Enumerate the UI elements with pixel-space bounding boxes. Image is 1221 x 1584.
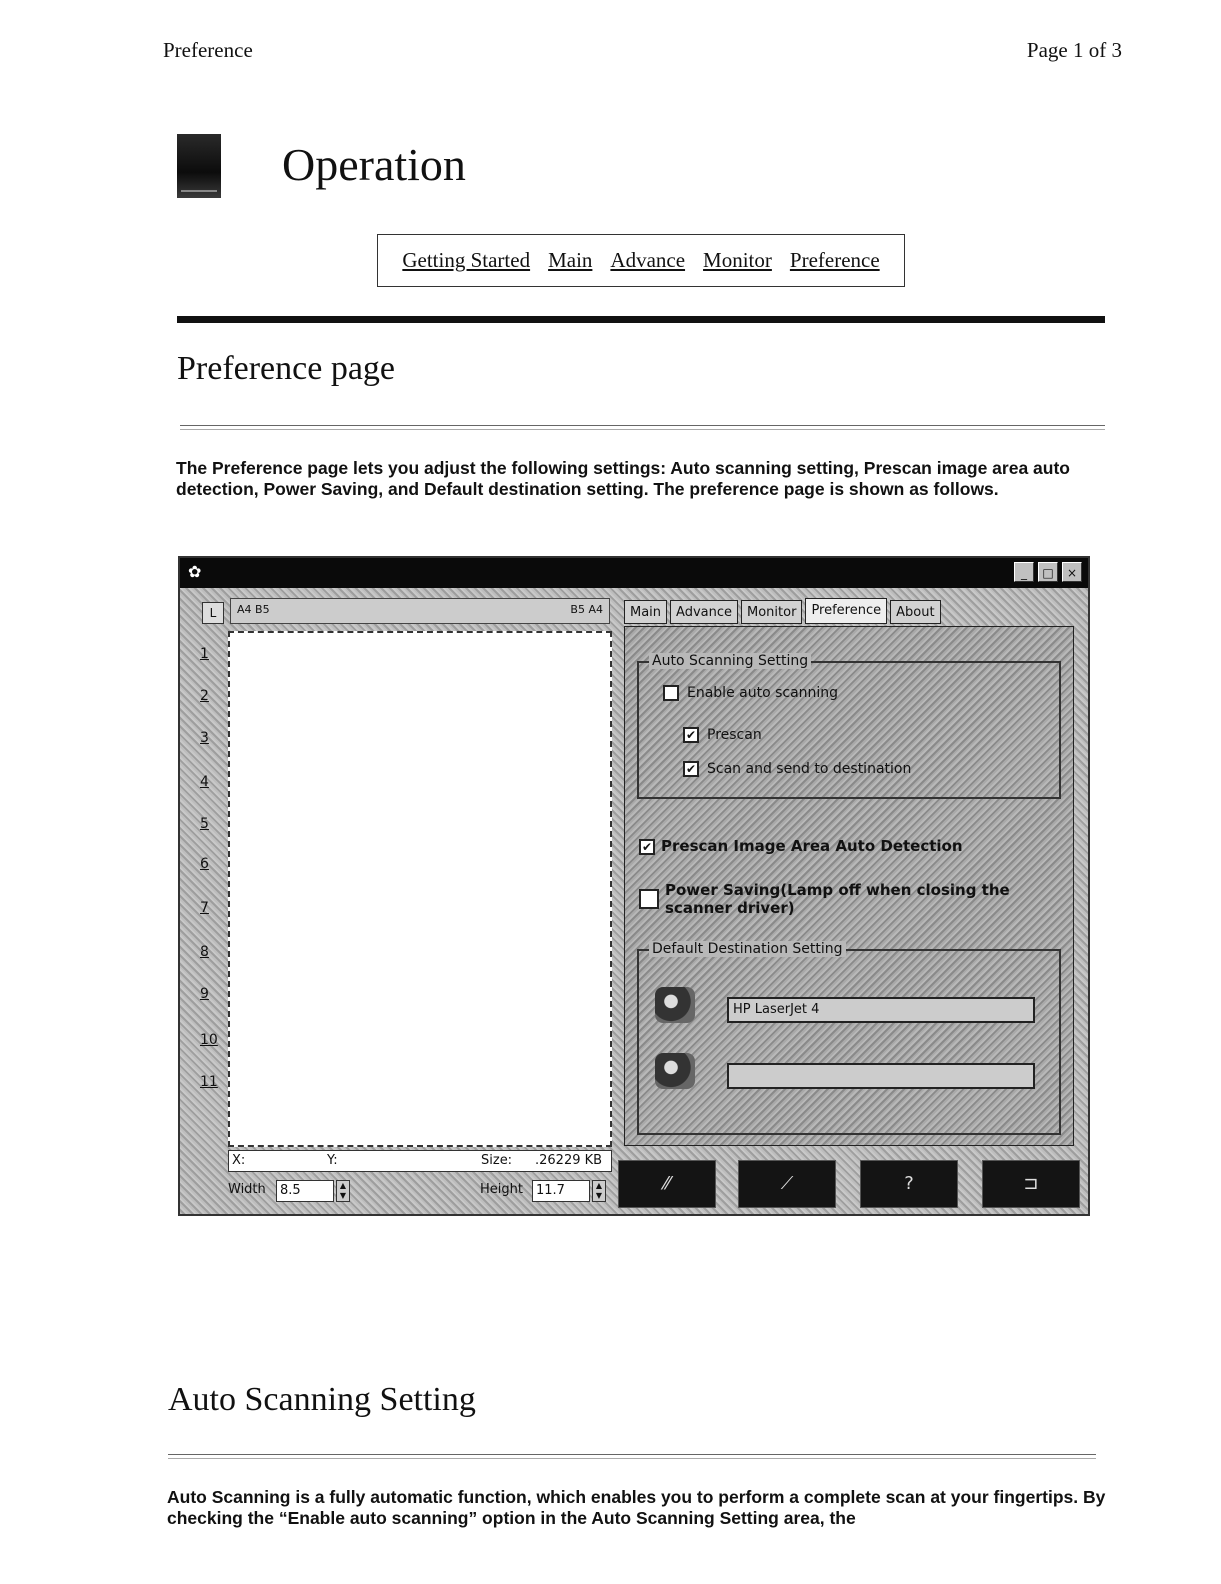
ruler-mark: 11 [200, 1074, 218, 1090]
power-saving-checkbox[interactable] [639, 889, 659, 909]
minimize-button[interactable]: _ [1014, 562, 1034, 582]
section-title-preference-page: Preference page [177, 350, 396, 387]
help-button[interactable]: ? [860, 1160, 958, 1208]
divider-thick [177, 316, 1105, 323]
section-body-auto-scanning: Auto Scanning is a fully automatic function, which enables you to perform a complete scan at your fingertips. By checking the “Enable auto scanning” option in the Auto Scanning Setting area, the [167, 1487, 1106, 1528]
width-spinner[interactable]: ▲ ▼ [336, 1180, 350, 1202]
scan-button[interactable]: ⟋ [738, 1160, 836, 1208]
prescan-label: Prescan [707, 727, 762, 743]
auto-scanning-group-title: Auto Scanning Setting [649, 653, 811, 669]
printer-destination-field[interactable]: HP LaserJet 4 [727, 997, 1035, 1023]
ruler-mark: 6 [200, 856, 209, 872]
page-number: Page 1 of 3 [1026, 38, 1122, 62]
ruler-mark: 4 [200, 774, 209, 790]
x-coord-label: X: [232, 1153, 246, 1168]
height-label: Height [480, 1182, 523, 1197]
nav-link-preference[interactable]: Preference [789, 248, 880, 272]
ruler-mark: 10 [200, 1032, 218, 1048]
tab-preference[interactable]: Preference [805, 598, 887, 624]
divider-thin-shadow [180, 429, 1105, 430]
page-header-title: Preference [163, 38, 253, 62]
ruler-mark: 7 [200, 900, 209, 916]
printer-icon [655, 987, 695, 1023]
ruler-mark: 2 [200, 688, 209, 704]
prescan-checkbox[interactable]: ✔ [683, 727, 699, 743]
app-icon: ✿ [188, 562, 202, 581]
application-destination-field[interactable] [727, 1063, 1035, 1089]
tab-advance[interactable]: Advance [670, 600, 738, 624]
divider-thin [168, 1454, 1096, 1455]
width-input[interactable]: 8.5 [276, 1180, 334, 1202]
tab-main[interactable]: Main [624, 600, 667, 624]
size-label: Size: [481, 1153, 513, 1168]
ruler-mark: 1 [200, 646, 209, 662]
toolbar-paper-left[interactable]: A4 B5 [237, 603, 270, 616]
chapter-title: Operation [282, 139, 466, 190]
preference-panel [624, 626, 1074, 1146]
ruler-mark: 3 [200, 730, 209, 746]
power-saving-label: Power Saving(Lamp off when closing the scanner driver) [665, 881, 1010, 917]
application-icon [655, 1053, 695, 1089]
divider-thin [180, 425, 1105, 426]
settings-tabs [624, 600, 941, 626]
enable-auto-scanning-label: Enable auto scanning [687, 685, 839, 701]
ruler-unit-button[interactable]: L [202, 602, 224, 624]
preview-area[interactable] [228, 631, 612, 1147]
prescan-detect-label: Prescan Image Area Auto Detection [661, 837, 963, 855]
chapter-nav [377, 234, 905, 287]
prescan-detect-checkbox[interactable]: ✔ [639, 839, 655, 855]
nav-link-getting-started[interactable]: Getting Started [402, 248, 531, 272]
scan-send-label: Scan and send to destination [707, 761, 912, 777]
tab-monitor[interactable]: Monitor [741, 600, 802, 624]
tab-about[interactable]: About [890, 600, 940, 624]
enable-auto-scanning-checkbox[interactable] [663, 685, 679, 701]
maximize-button[interactable]: □ [1038, 562, 1058, 582]
ruler-mark: 8 [200, 944, 209, 960]
default-destination-group-title: Default Destination Setting [649, 941, 846, 957]
divider-thin-shadow [168, 1458, 1096, 1459]
ruler-mark: 9 [200, 986, 209, 1002]
height-input[interactable]: 11.7 [532, 1180, 590, 1202]
nav-link-monitor[interactable]: Monitor [703, 248, 772, 272]
prescan-button[interactable]: ⁄⁄ [618, 1160, 716, 1208]
width-label: Width [228, 1182, 266, 1197]
section-body-preference: The Preference page lets you adjust the following settings: Auto scanning setting, Prescan image area auto detection, Power Saving, and Default destination setting. The preference page is shown as follows. [176, 458, 1070, 499]
default-destination-group [637, 941, 1061, 1135]
toolbar-paper-right[interactable]: B5 A4 [570, 603, 603, 616]
size-value: .26229 KB [535, 1153, 603, 1168]
y-coord-label: Y: [327, 1153, 338, 1168]
window-titlebar [180, 558, 1088, 588]
scan-send-checkbox[interactable]: ✔ [683, 761, 699, 777]
chapter-book-icon [177, 134, 221, 198]
preview-toolbar [230, 598, 610, 624]
ruler-mark: 5 [200, 816, 209, 832]
scanner-window-screenshot [178, 556, 1090, 1216]
status-bar [228, 1150, 612, 1172]
exit-button[interactable]: ⊐ [982, 1160, 1080, 1208]
auto-scanning-group [637, 653, 1061, 799]
vertical-ruler [198, 634, 226, 1114]
height-spinner[interactable]: ▲ ▼ [592, 1180, 606, 1202]
nav-link-advance[interactable]: Advance [610, 248, 686, 272]
nav-link-main[interactable]: Main [548, 248, 593, 272]
section-title-auto-scanning: Auto Scanning Setting [168, 1381, 476, 1418]
close-button[interactable]: × [1062, 562, 1082, 582]
